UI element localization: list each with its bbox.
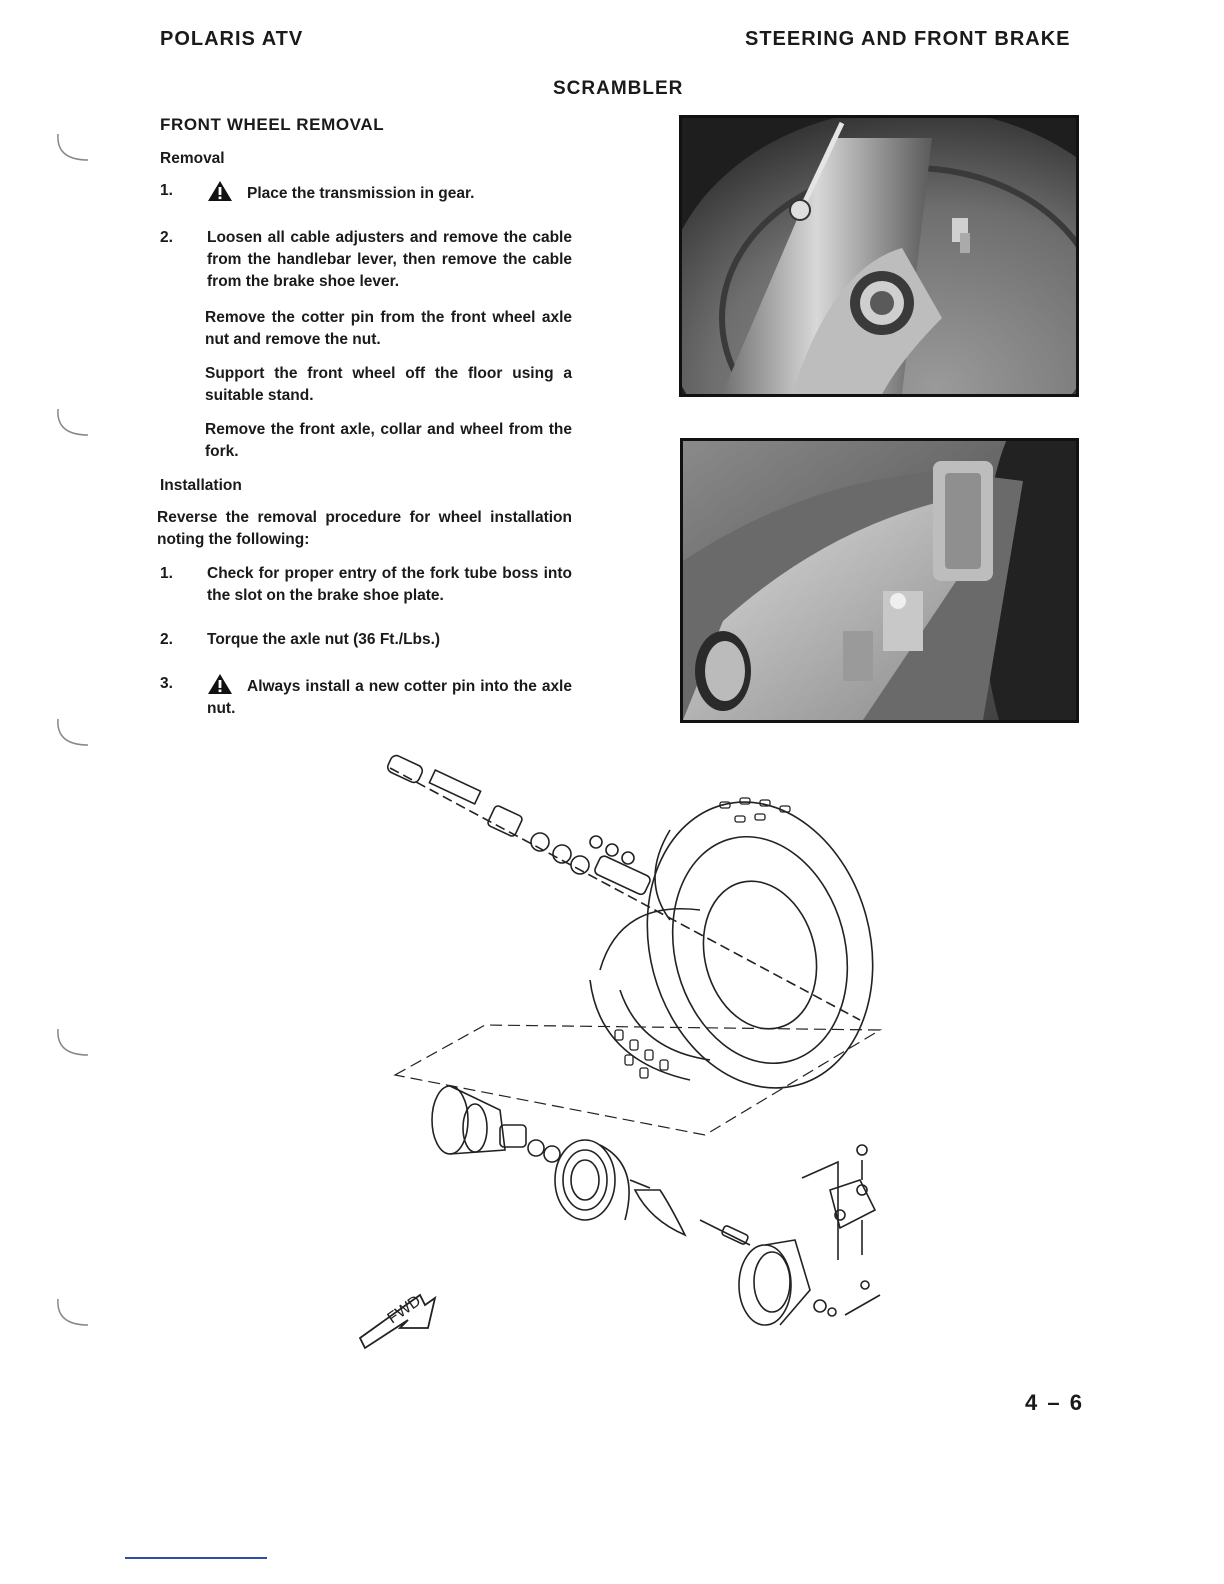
fwd-label: FWD <box>384 1292 425 1328</box>
scan-edge-mark <box>125 1557 267 1559</box>
removal-paragraph: Remove the front axle, collar and wheel from the fork. <box>205 421 572 460</box>
header-right-title: STEERING AND FRONT BRAKE <box>745 28 1071 50</box>
step-number: 2. <box>160 631 173 648</box>
binder-hole-mark <box>52 130 92 170</box>
removal-title: FRONT WHEEL REMOVAL <box>160 115 385 134</box>
step-number: 2. <box>160 229 173 246</box>
page-number: 4 – 6 <box>1025 1390 1084 1415</box>
header-left-title: POLARIS ATV <box>160 28 304 50</box>
installation-subtitle: Installation <box>160 477 242 494</box>
exploded-wheel-diagram <box>340 750 900 1370</box>
warning-triangle-icon <box>207 180 233 202</box>
removal-paragraph: Remove the cotter pin from the front wheel axle nut and remove the nut. <box>205 309 572 348</box>
instructions-column <box>157 114 572 734</box>
photo-fork-brake-drum <box>679 115 1079 397</box>
step-text: Check for proper entry of the fork tube boss into the slot on the brake shoe plate. <box>207 565 572 604</box>
removal-paragraph: Support the front wheel off the floor using a suitable stand. <box>205 365 572 404</box>
section-title: SCRAMBLER <box>553 78 684 99</box>
installation-step <box>157 673 572 720</box>
installation-intro: Reverse the removal procedure for wheel installation noting the following: <box>157 509 572 548</box>
installation-step <box>157 563 572 607</box>
step-number: 3. <box>160 675 173 692</box>
step-number: 1. <box>160 565 173 582</box>
binder-hole-mark <box>52 1025 92 1065</box>
removal-subtitle: Removal <box>160 150 225 167</box>
step-text: Torque the axle nut (36 Ft./Lbs.) <box>207 631 441 648</box>
fwd-arrow-icon <box>360 1292 435 1348</box>
step-text: Loosen all cable adjusters and remove the cable from the handlebar lever, then remove the cable from the brake shoe lever. <box>207 229 572 290</box>
binder-hole-mark <box>52 715 92 755</box>
binder-hole-mark <box>52 405 92 445</box>
removal-step <box>157 227 572 293</box>
step-text: Always install a new cotter pin into the axle nut. <box>207 678 572 717</box>
installation-step <box>157 629 572 651</box>
step-text: Place the transmission in gear. <box>247 185 475 202</box>
removal-step <box>157 180 572 205</box>
warning-triangle-icon <box>207 673 233 695</box>
photo-brake-shoe-plate <box>680 438 1079 723</box>
binder-hole-mark <box>52 1295 92 1335</box>
step-number: 1. <box>160 182 173 199</box>
